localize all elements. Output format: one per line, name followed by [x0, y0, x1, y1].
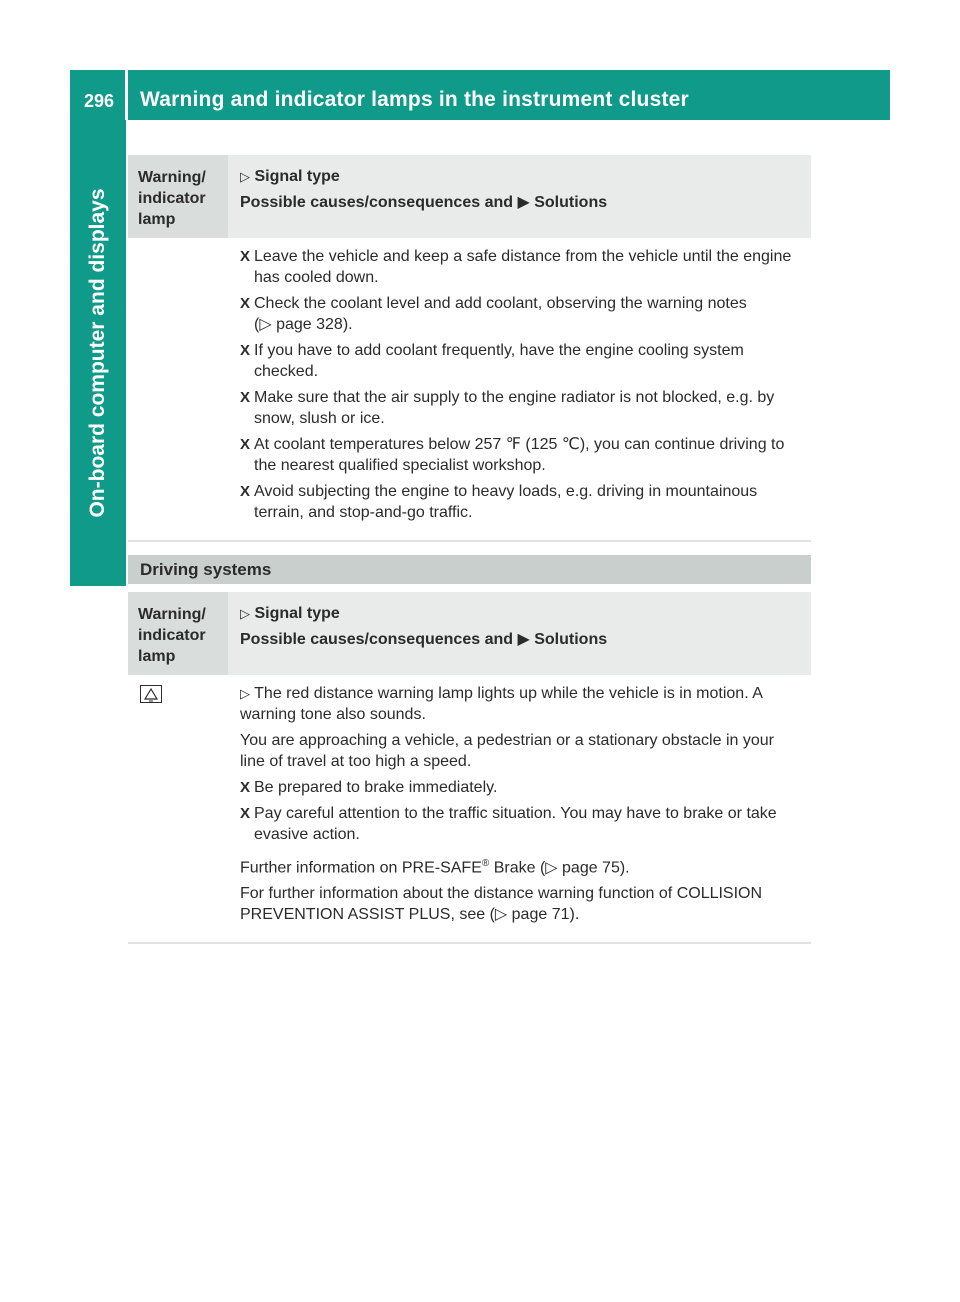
- list-item: [240, 434, 807, 476]
- item-line: At coolant temperatures below 257 ℉ (125 ℃), you can continue driving to: [254, 436, 785, 453]
- action-arrow-icon: X: [240, 248, 251, 265]
- header-line: indicator: [138, 190, 206, 207]
- list-item: [240, 803, 807, 845]
- solutions-label: Solutions: [534, 194, 608, 211]
- list-item: [240, 340, 807, 382]
- header-line: lamp: [138, 648, 176, 665]
- action-arrow-icon: X: [240, 389, 251, 406]
- lamp-cell: [128, 238, 228, 540]
- table-row: [128, 675, 811, 944]
- header-line: Warning/: [138, 169, 206, 186]
- driving-systems-section: [128, 555, 811, 584]
- further-info[interactable]: [240, 853, 807, 878]
- page-ref-link[interactable]: Brake (▷ page 75).: [489, 859, 630, 877]
- page-title: Warning and indicator lamps in the instrument cluster: [140, 88, 689, 111]
- signal-column-header: [228, 592, 811, 675]
- action-arrow-icon: X: [240, 483, 251, 500]
- solution-arrow-icon: ▶: [517, 631, 530, 648]
- further-info-2[interactable]: [240, 883, 807, 925]
- item-line: the nearest qualified specialist workshop.: [254, 457, 546, 474]
- item-line: The red distance warning lamp lights up while the vehicle is in motion. A: [254, 685, 763, 702]
- coolant-table: [128, 155, 811, 542]
- table-row: [128, 238, 811, 542]
- solutions-label: Solutions: [534, 631, 608, 648]
- item-line: warning tone also sounds.: [240, 706, 426, 723]
- item-line: snow, slush or ice.: [254, 410, 385, 427]
- item-line: line of travel at too high a speed.: [240, 753, 472, 770]
- chapter-side-tab: [70, 120, 126, 586]
- item-line: terrain, and stop-and-go traffic.: [254, 504, 473, 521]
- chapter-label: On-board computer and displays: [86, 188, 109, 518]
- signal-type-label: Signal type: [254, 168, 340, 185]
- lamp-column-header: [128, 592, 228, 675]
- section-title: Driving systems: [128, 555, 811, 584]
- item-line: Be prepared to brake immediately.: [254, 779, 498, 796]
- causes-label: Possible causes/consequences and: [240, 631, 514, 648]
- item-line: has cooled down.: [254, 269, 379, 286]
- item-line: Avoid subjecting the engine to heavy loads, e.g. driving in mountainous: [254, 483, 758, 500]
- signal-triangle-icon: ▷: [240, 686, 250, 701]
- registered-mark: ®: [481, 858, 490, 869]
- solution-arrow-icon: ▶: [517, 194, 530, 211]
- page-ref-link[interactable]: (▷ page 328).: [254, 316, 353, 333]
- item-line: Make sure that the air supply to the engine radiator is not blocked, e.g. by: [254, 389, 775, 406]
- item-line: Further information on PRE-SAFE: [240, 859, 482, 877]
- item-line: Pay careful attention to the traffic situation. You may have to brake or take: [254, 805, 777, 822]
- signal-column-header: [228, 155, 811, 238]
- action-arrow-icon: X: [240, 779, 251, 796]
- page-number: 296: [84, 91, 115, 111]
- solutions-cell: [228, 238, 811, 540]
- table-header: [128, 592, 811, 675]
- distance-warning-table: [128, 592, 811, 944]
- signal-triangle-icon: ▷: [240, 606, 250, 621]
- action-arrow-icon: X: [240, 342, 251, 359]
- table-header: [128, 155, 811, 238]
- action-arrow-icon: X: [240, 295, 251, 312]
- causes-label: Possible causes/consequences and: [240, 194, 514, 211]
- solutions-cell: [228, 675, 811, 942]
- item-line: Leave the vehicle and keep a safe distance from the vehicle until the engine: [254, 248, 792, 265]
- list-item: [240, 777, 807, 798]
- header-line: lamp: [138, 211, 176, 228]
- page-header: [70, 70, 890, 120]
- action-arrow-icon: X: [240, 805, 251, 822]
- cause-description: [240, 730, 807, 772]
- item-line: If you have to add coolant frequently, have the engine cooling system: [254, 342, 744, 359]
- signal-triangle-icon: ▷: [240, 169, 250, 184]
- lamp-cell: [128, 675, 228, 942]
- list-item: [240, 246, 807, 288]
- list-item: [240, 481, 807, 523]
- header-line: Warning/: [138, 606, 206, 623]
- header-divider: [125, 70, 128, 120]
- list-item: [240, 293, 807, 335]
- distance-warning-icon: [140, 685, 162, 703]
- list-item: [240, 387, 807, 429]
- item-line: Check the coolant level and add coolant, observing the warning notes: [254, 295, 747, 312]
- header-line: indicator: [138, 627, 206, 644]
- signal-type-label: Signal type: [254, 605, 340, 622]
- lamp-column-header: [128, 155, 228, 238]
- item-line: For further information about the distance warning function of COLLISION: [240, 885, 763, 903]
- item-line: evasive action.: [254, 826, 360, 843]
- signal-description: [240, 683, 807, 725]
- item-line: checked.: [254, 363, 319, 380]
- action-arrow-icon: X: [240, 436, 251, 453]
- item-line: You are approaching a vehicle, a pedestrian or a stationary obstacle in your: [240, 732, 774, 749]
- page-ref-link[interactable]: PREVENTION ASSIST PLUS, see (▷ page 71).: [240, 906, 580, 924]
